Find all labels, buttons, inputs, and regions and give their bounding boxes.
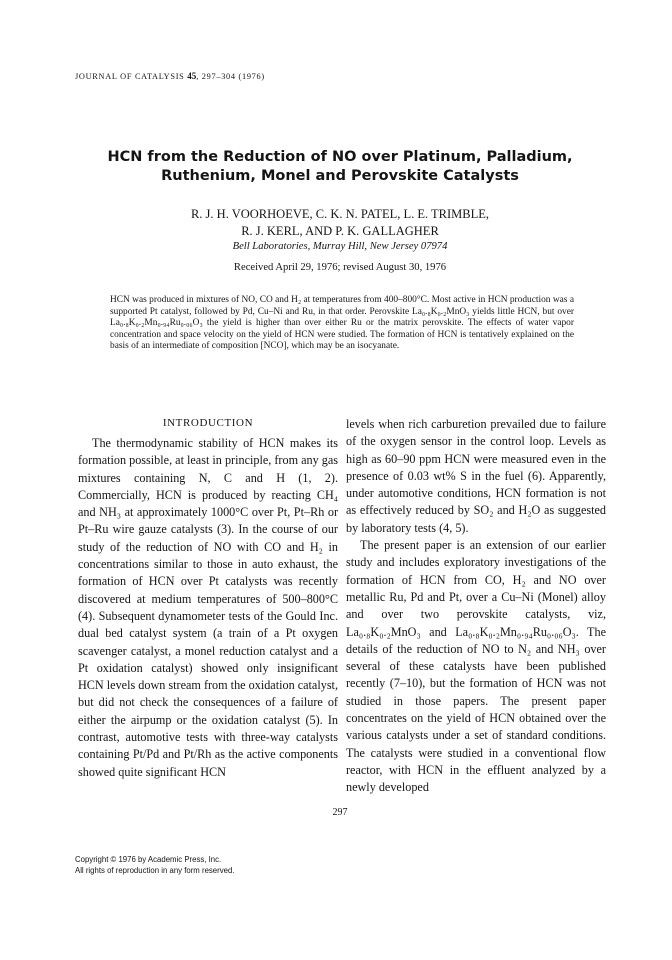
title-line-1: HCN from the Reduction of NO over Platinum, Palladium, [107, 149, 573, 165]
intro-paragraph-1: The thermodynamic stability of HCN makes its formation possible, at least in principle, from any gas mixtures containing N, C and H (1, 2). Commercially, HCN is produced by reacting CH₄ and NH₃ at approximately 1000°C over Pt, Pt–Rh or Pt–Ru wire gauze catalysts (3). In the course of our study of the reduction of NO with CO and H₂ in concentrations similar to those in auto exhaust, the formation of HCN over Pt catalysts was recently discovered at medium temperatures of 500–800°C (4). Subsequent dynamometer tests of the Gould Inc. dual bed catalyst system (a train of a Pt oxygen scavenger catalyst, a monel reduction catalyst and a Pt oxidation catalyst) showed only insignificant HCN levels down stream from the oxidation catalyst, but did not check the consequences of a failure of either the airpump or the oxidation catalyst (5). In contrast, automotive tests with three-way catalysts containing Pt/Pd and Pt/Rh as the active components showed quite significant HCN [78, 436, 338, 779]
intro-paragraph-1-continued: levels when rich carburetion prevailed due to failure of the oxygen sensor in the control loop. Levels as high as 60–90 ppm HCN were measured even in the presence of 0.03 wt% S in the fuel (6). Apparently, under automotive conditions, HCN formation is not as effectively reduced by SO₂ and H₂O as suggested by laboratory tests (4, 5). [346, 417, 606, 535]
section-heading: INTRODUCTION [162, 417, 254, 429]
right-column [346, 416, 606, 797]
volume-number: 45 [187, 71, 197, 81]
authors-line-1: R. J. H. VOORHOEVE, C. K. N. PATEL, L. E. TRIMBLE, [190, 207, 490, 221]
author-list [60, 206, 620, 240]
journal-name: JOURNAL OF CATALYSIS [75, 72, 185, 81]
received-dates: Received April 29, 1976; revised August 30, 1976 [233, 262, 447, 273]
copyright-line-1: Copyright © 1976 by Academic Press, Inc. [75, 855, 222, 864]
copyright-line-2: All rights of reproduction in any form reserved. [75, 866, 235, 875]
title-line-2: Ruthenium, Monel and Perovskite Catalysts [161, 168, 519, 184]
page-range: , 297–304 (1976) [196, 72, 265, 81]
left-column [78, 416, 338, 781]
copyright-notice [75, 854, 234, 876]
authors-line-2: R. J. KERL, AND P. K. GALLAGHER [241, 224, 439, 238]
affiliation: Bell Laboratories, Murray Hill, New Jersey 07974 [232, 241, 448, 252]
page-number: 297 [332, 807, 348, 818]
abstract: HCN was produced in mixtures of NO, CO and H₂ at temperatures from 400–800°C. Most active in HCN production was a supported Pt catalyst, followed by Pd, Cu–Ni and Ru, in that order. Perovskite La₀.₈K₀.₂MnO₃ yields little HCN, but over La₀.₈K₀.₂Mn₀.₉₄Ru₀.₀₆O₃ the yield is higher than over either Ru or the matrix perovskite. The effects of water vapor concentration and space velocity on the yield of HCN were studied. The formation of HCN is tentatively explained on the basis of an intermediate of composition [NCO], which may be an isocyanate. [110, 295, 574, 352]
article-title [60, 148, 620, 186]
intro-paragraph-2: The present paper is an extension of our earlier study and includes exploratory investigations of the formation of HCN from CO, H₂ and NO over metallic Ru, Pd and Pt, over a Cu–Ni (Monel) alloy and over two perovskite catalysts, viz, La₀.₈K₀.₂MnO₃ and La₀.₈K₀.₂Mn₀.₉₄Ru₀.₀₆O₃. The details of the reduction of NO to N₂ and NH₃ over several of these catalysts have been published recently (7–10), but the formation of HCN was not studied in those papers. The present paper concentrates on the yield of HCN obtained over the various catalysts under a set of standard conditions. The catalysts were studied in a conventional flow reactor, with HCN in the effluent analyzed by a newly developed [346, 538, 606, 795]
running-head [75, 71, 265, 81]
